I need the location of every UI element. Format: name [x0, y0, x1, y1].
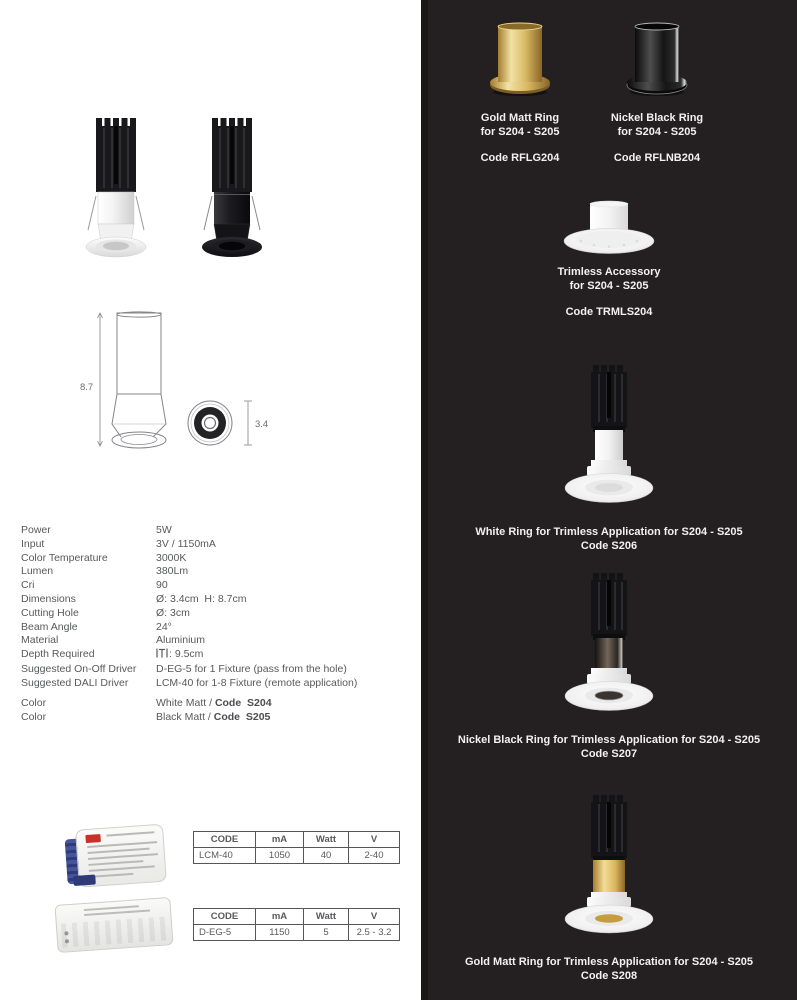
- spec-value: 90: [156, 579, 168, 592]
- accessory-name: Nickel Black Ring for S204 - S205: [610, 112, 704, 138]
- gold-ring-image: [454, 20, 586, 104]
- col-header-v: V: [349, 832, 400, 848]
- cell-watt: 5: [304, 925, 349, 941]
- spec-value: Ø: 3.4cm H: 8.7cm: [156, 592, 247, 605]
- product-code: Code S205: [213, 710, 271, 723]
- spec-value: White Matt / Code S204: [156, 696, 272, 709]
- spec-label: Suggested DALI Driver: [21, 676, 129, 689]
- cell-ma: 1150: [256, 925, 304, 941]
- spec-row-input: [21, 538, 419, 552]
- spec-row-color-temperature: [21, 552, 419, 566]
- accessories-panel: [421, 0, 797, 1000]
- table-row: [194, 848, 400, 864]
- gold-trimless-fixture-image: [421, 792, 797, 940]
- driver-table-deg5: [193, 908, 400, 941]
- white-trimless-fixture-image: [421, 362, 797, 510]
- nickel-ring-image: [591, 20, 723, 104]
- spec-row-power: [21, 524, 419, 538]
- cell-v: 2-40: [349, 848, 400, 864]
- spec-label: Color: [21, 710, 47, 723]
- driver-table-lcm40: [193, 831, 400, 864]
- spec-label: Color Temperature: [21, 551, 108, 564]
- col-header-ma: mA: [256, 909, 304, 925]
- spec-value: 3000K: [156, 551, 187, 564]
- color-options: [21, 696, 419, 724]
- driver-body: [54, 897, 173, 953]
- accessory-code: Code TRMLS204: [565, 306, 653, 318]
- spec-row-color-black: [21, 710, 419, 724]
- accessory-card-nickel-ring: [591, 20, 723, 164]
- fixture-name: Gold Matt Ring for Trimless Application for S204 - S205: [464, 956, 754, 968]
- spec-label: Beam Angle: [21, 620, 78, 633]
- spec-row-cutting-hole: [21, 607, 419, 621]
- cell-watt: 40: [304, 848, 349, 864]
- spec-row-lumen: [21, 565, 419, 579]
- spec-label: Suggested On-Off Driver: [21, 662, 137, 675]
- spec-value: 5W: [156, 524, 172, 536]
- driver-logo: [85, 834, 101, 843]
- spec-label: Cri: [21, 579, 35, 592]
- col-header-watt: Watt: [304, 909, 349, 925]
- accessory-code: Code RFLNB204: [613, 152, 701, 164]
- spec-row-material: [21, 634, 419, 648]
- accessory-card-trimless: [421, 200, 797, 318]
- driver-lcm40-image: [64, 824, 168, 891]
- accessory-name: Gold Matt Ring for S204 - S205: [480, 112, 560, 138]
- spec-row-color-white: [21, 696, 419, 710]
- col-header-code: CODE: [194, 909, 256, 925]
- height-dimension-label: 8.7: [80, 382, 94, 393]
- spec-value: [156, 648, 419, 663]
- spec-row-depth-required: [21, 648, 419, 663]
- fixture-code: Code S206: [580, 539, 638, 552]
- fixture-code: Code S207: [580, 747, 638, 760]
- driver-deg5-image: [54, 897, 173, 953]
- diameter-dimension-label: 3.4: [255, 419, 269, 430]
- spec-value: D-EG-5 for 1 Fixture (pass from the hole): [156, 662, 347, 675]
- recess-depth-icon: [156, 648, 168, 663]
- col-header-watt: Watt: [304, 832, 349, 848]
- spec-value: 380Lm: [156, 565, 189, 578]
- spec-value: 24°: [156, 620, 172, 633]
- fixture-card-s207: [421, 570, 797, 761]
- fixture-name: Nickel Black Ring for Trimless Application for S204 - S205: [457, 734, 761, 746]
- fixture-code: Code S208: [580, 969, 638, 982]
- spec-row-dimensions: [21, 593, 419, 607]
- spec-value: Ø: 3cm: [156, 606, 190, 619]
- black-fixture-photo: [200, 116, 264, 268]
- fixture-card-s206: [421, 362, 797, 553]
- spec-label: Material: [21, 634, 59, 647]
- cell-ma: 1050: [256, 848, 304, 864]
- nickel-trimless-fixture-image: [421, 570, 797, 718]
- trimless-accessory-image: [421, 200, 797, 258]
- spec-row-onoff-driver: [21, 663, 419, 677]
- accessory-name: Trimless Accessory for S204 - S205: [557, 266, 661, 292]
- col-header-v: V: [349, 909, 400, 925]
- spec-value: 3V / 1150mA: [156, 537, 216, 550]
- spec-row-dali-driver: [21, 677, 419, 691]
- driver-connector: [73, 874, 96, 886]
- table-row: [194, 925, 400, 941]
- spec-label: Color: [21, 696, 47, 709]
- cell-v: 2.5 - 3.2: [349, 925, 400, 941]
- spec-value: Black Matt / Code S205: [156, 710, 271, 723]
- technical-drawing: [75, 306, 365, 469]
- spec-value: LCM-40 for 1-8 Fixture (remote application): [156, 676, 358, 689]
- spec-row-beam-angle: [21, 621, 419, 635]
- spec-label: Power: [21, 524, 51, 536]
- accessory-code: Code RFLG204: [480, 152, 560, 164]
- accessory-card-gold-ring: [454, 20, 586, 164]
- cell-code: LCM-40: [194, 848, 256, 864]
- col-header-ma: mA: [256, 832, 304, 848]
- fixture-card-s208: [421, 792, 797, 983]
- spec-label: Dimensions: [21, 592, 76, 605]
- spec-label: Input: [21, 537, 45, 550]
- spec-value: Aluminium: [156, 634, 206, 647]
- depth-value: : 9.5cm: [169, 648, 204, 661]
- cell-code: D-EG-5: [194, 925, 256, 941]
- product-photos: [84, 116, 264, 268]
- spec-row-cri: [21, 579, 419, 593]
- fixture-name: White Ring for Trimless Application for S204 - S205: [475, 526, 743, 538]
- product-code: Code S204: [214, 696, 272, 709]
- white-fixture-photo: [84, 116, 148, 268]
- col-header-code: CODE: [194, 832, 256, 848]
- spec-label: Depth Required: [21, 648, 95, 661]
- spec-list: [21, 524, 419, 724]
- spec-label: Cutting Hole: [21, 606, 79, 619]
- spec-label: Lumen: [21, 565, 54, 578]
